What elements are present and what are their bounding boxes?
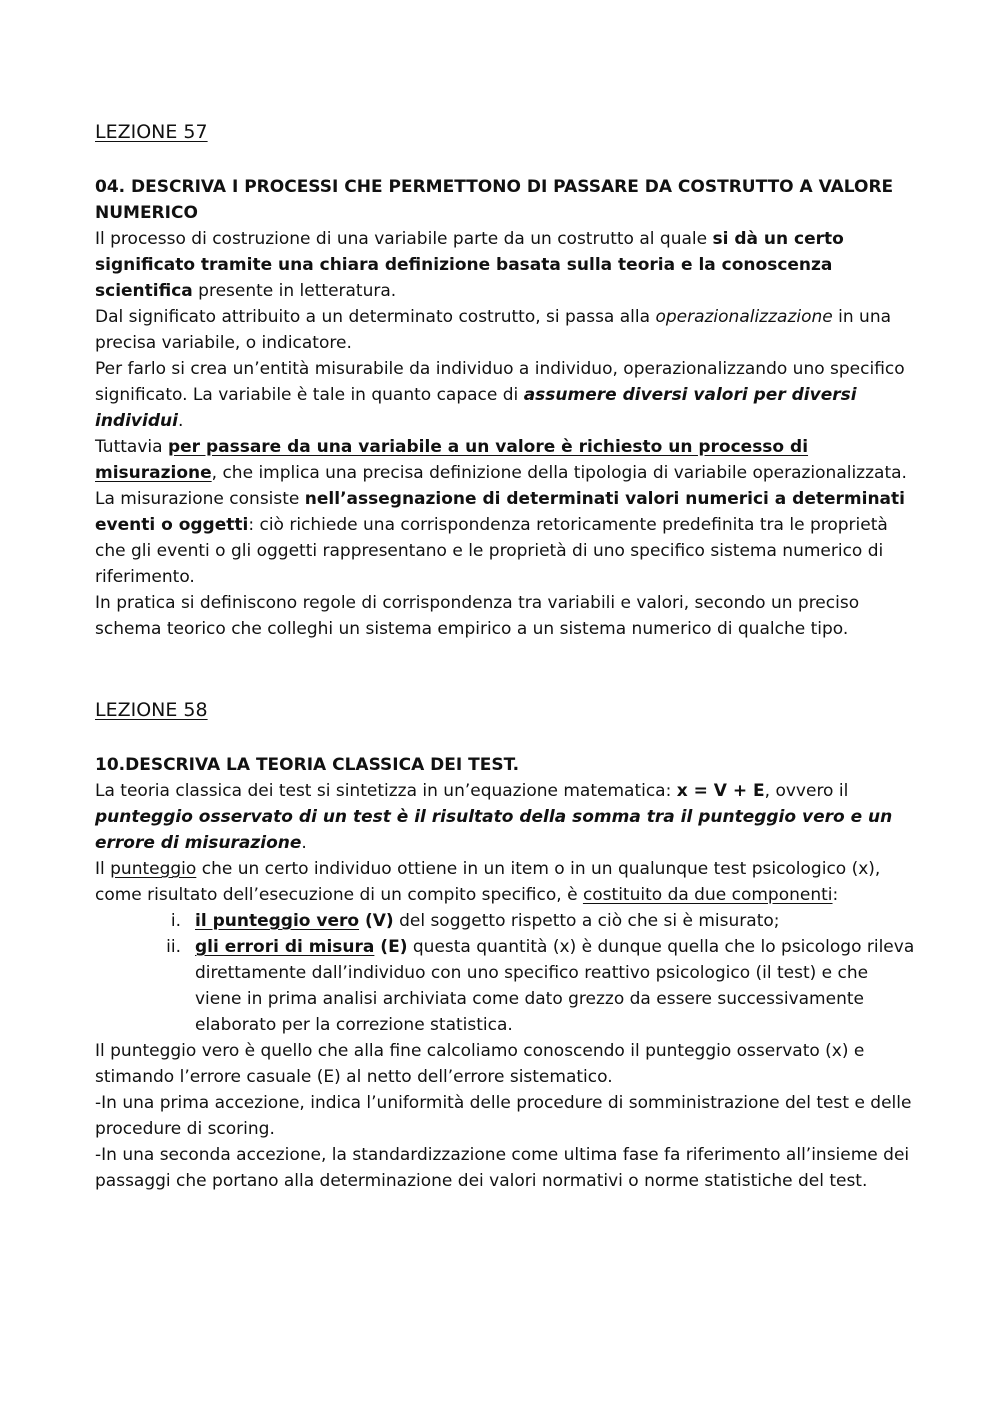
text-run: questa quantità (x) è dunque quella che lo psicologo rileva direttamente dall’individuo con uno specifico reattivo psicologico (il test) e che viene in prima analisi archiviata come dato grezzo da essere successivamente elaborato per la correzione statistica. bbox=[195, 937, 915, 1035]
text-run: : bbox=[832, 885, 839, 905]
text-run: Tuttavia bbox=[95, 437, 168, 457]
list-number: ii. bbox=[166, 937, 181, 957]
text-run: che un certo individuo ottiene in un item o in un qualunque test psicologico (x), come risultato dell’esecuzione di un compito specifico, è bbox=[95, 859, 881, 905]
symbol-text: (E) bbox=[374, 937, 408, 957]
list-text bbox=[181, 934, 915, 1038]
components-list bbox=[95, 908, 915, 1038]
text-run: presente in letteratura. bbox=[192, 281, 397, 301]
list-text bbox=[181, 908, 915, 934]
list-item bbox=[95, 908, 915, 934]
text-run: . bbox=[301, 833, 307, 853]
bold-italic-text: punteggio osservato di un test è il risultato della somma tra il punteggio vero e un errore di misurazione bbox=[95, 807, 893, 853]
list-item bbox=[95, 934, 915, 1038]
text-run: in una precisa variabile, o indicatore. bbox=[95, 307, 892, 353]
text-run: . bbox=[177, 411, 184, 431]
paragraph: -In una seconda accezione, la standardizzazione come ultima fase fa riferimento all’insieme dei passaggi che portano alla determinazione dei valori normativi o norme statistiche del test. bbox=[95, 1145, 910, 1191]
paragraph bbox=[95, 486, 915, 590]
symbol-text: (V) bbox=[359, 911, 394, 931]
paragraph bbox=[95, 226, 915, 304]
paragraph bbox=[95, 856, 915, 908]
bold-text: nell’assegnazione di determinati valori numerici a determinati eventi o oggetti bbox=[95, 489, 905, 535]
text-run: Il processo di costruzione di una variabile parte da un costrutto al quale bbox=[95, 229, 713, 249]
equation: x = V + E bbox=[676, 781, 765, 801]
text-run: : ciò richiede una corrispondenza retoricamente predefinita tra le proprietà che gli eventi o gli oggetti rappresentano e le proprietà di uno specifico sistema numerico di riferimento. bbox=[95, 515, 888, 587]
bold-italic-text: assumere diversi valori per diversi individui bbox=[95, 385, 857, 431]
paragraph bbox=[95, 778, 915, 856]
paragraph bbox=[95, 356, 915, 434]
bold-underlined-text: gli errori di misura bbox=[195, 937, 375, 957]
document-page bbox=[95, 118, 915, 1194]
question-title: 10.DESCRIVA LA TEORIA CLASSICA DEI TEST. bbox=[95, 755, 520, 775]
paragraph: In pratica si definiscono regole di corrispondenza tra variabili e valori, secondo un preciso schema teorico che colleghi un sistema empirico a un sistema numerico di qualche tipo. bbox=[95, 593, 860, 639]
bold-text: si dà un certo significato tramite una chiara definizione basata sulla teoria e la conoscenza scientifica bbox=[95, 229, 844, 301]
bold-underlined-text: per passare da una variabile a un valore è richiesto un processo di misurazione bbox=[95, 437, 809, 483]
question-title: 04. DESCRIVA I PROCESSI CHE PERMETTONO DI PASSARE DA COSTRUTTO A VALORE NUMERICO bbox=[95, 177, 894, 223]
underlined-text: punteggio bbox=[110, 859, 197, 879]
list-number: i. bbox=[170, 911, 181, 931]
text-run: , che implica una precisa definizione della tipologia di variabile operazionalizzata. bbox=[211, 463, 907, 483]
paragraph bbox=[95, 304, 915, 356]
text-run: del soggetto rispetto a ciò che si è misurato; bbox=[393, 911, 780, 931]
italic-text: operazionalizzazione bbox=[655, 307, 833, 327]
paragraph: -In una prima accezione, indica l’uniformità delle procedure di somministrazione del test e delle procedure di scoring. bbox=[95, 1093, 912, 1139]
paragraph bbox=[95, 434, 915, 486]
underlined-text: costituito da due componenti bbox=[582, 885, 833, 905]
lesson-heading: LEZIONE 57 bbox=[95, 121, 208, 143]
text-run: , ovvero il bbox=[764, 781, 849, 801]
text-run: Per farlo si crea un’entità misurabile da individuo a individuo, operazionalizzando uno specifico significato. La variabile è tale in quanto capace di bbox=[95, 359, 905, 405]
lesson-58-section bbox=[95, 696, 915, 1194]
text-run: Il bbox=[95, 859, 111, 879]
paragraph: Il punteggio vero è quello che alla fine calcoliamo conoscendo il punteggio osservato (x) e stimando l’errore casuale (E) al netto dell’errore sistematico. bbox=[95, 1041, 865, 1087]
text-run: Dal significato attribuito a un determinato costrutto, si passa alla bbox=[95, 307, 656, 327]
text-run: La teoria classica dei test si sintetizza in un’equazione matematica: bbox=[95, 781, 677, 801]
text-run: La misurazione consiste bbox=[95, 489, 305, 509]
lesson-heading: LEZIONE 58 bbox=[95, 699, 208, 721]
bold-underlined-text: il punteggio vero bbox=[195, 911, 360, 931]
lesson-57-section bbox=[95, 118, 915, 642]
